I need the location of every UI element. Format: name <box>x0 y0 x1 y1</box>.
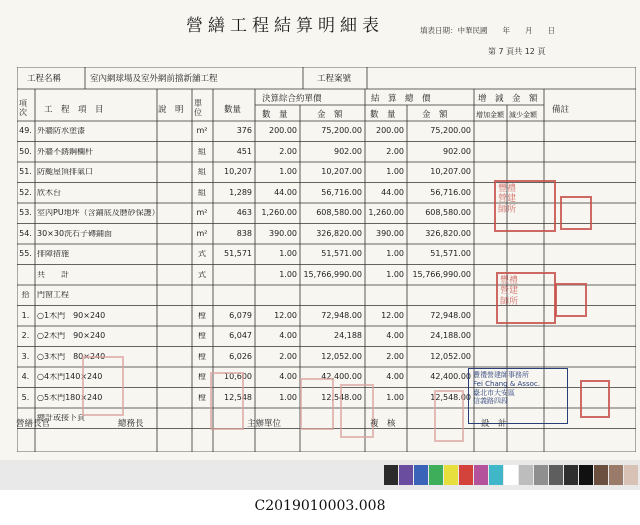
row-work-item: 30×30洗石子磚鋪面 <box>37 229 113 238</box>
row-quantity: 376 <box>236 127 252 135</box>
row-contract-qty: 4.00 <box>279 332 297 340</box>
row-work-item: ○4木門140×240 <box>37 373 103 381</box>
color-chip <box>564 465 578 485</box>
firm-name: 豐禮營建師事務所 <box>473 371 529 379</box>
row-settle-qty: 1.00 <box>386 168 404 176</box>
row-contract-amount: 12,548.00 <box>321 393 362 402</box>
color-chip <box>489 465 503 485</box>
row-quantity: 6,026 <box>229 352 252 361</box>
row-settle-amount: 56,716.00 <box>430 188 471 197</box>
date-line: 填表日期：中華民國 年 月 日 <box>420 26 555 35</box>
red-seal-stamp: 豐禮 營建 師所 <box>494 180 556 232</box>
sign-official: 營繕長官 <box>16 419 51 429</box>
row-settle-qty: 2.00 <box>386 352 404 361</box>
row-item-no: 52. <box>19 188 32 197</box>
small-red-seal <box>560 196 592 230</box>
archive-caption: C2019010003.008 <box>254 498 386 514</box>
signature-row <box>0 420 640 440</box>
row-settle-qty: 1,260.00 <box>368 209 404 217</box>
project-name: 室內網球場及室外網前擋新舖工程 <box>90 74 218 84</box>
row-quantity: 463 <box>236 209 252 217</box>
row-contract-qty: 2.00 <box>279 147 297 156</box>
project-number-label: 工程案號 <box>317 74 352 84</box>
row-unit: 式 <box>198 250 206 258</box>
row-unit: 樘 <box>198 311 206 320</box>
row-settle-qty: 200.00 <box>376 127 404 135</box>
project-name-label: 工程名稱 <box>27 74 62 84</box>
row-settle-amount: 12,548.00 <box>430 393 471 402</box>
row-settle-qty: 12.00 <box>381 311 404 320</box>
row-contract-amount: 902.00 <box>334 147 362 156</box>
col-increase: 增加金額 <box>476 111 504 119</box>
row-quantity: 1,289 <box>229 188 252 197</box>
row-quantity: 10,600 <box>224 373 252 381</box>
col-settle-group: 結 算 總 價 <box>371 94 431 104</box>
small-red-seal-2 <box>555 283 587 317</box>
color-chip <box>399 465 413 485</box>
row-settle-amount: 10,207.00 <box>430 168 471 176</box>
row-contract-qty: 2.00 <box>279 352 297 361</box>
row-work-item: ○1木門 90×240 <box>37 311 106 320</box>
color-chip <box>429 465 443 485</box>
row-work-item: 總計或接下頁 <box>37 414 85 422</box>
color-chip <box>519 465 533 485</box>
col-item-no: 項次 <box>19 99 27 117</box>
row-settle-qty: 4.00 <box>386 332 404 340</box>
sign-design: 設 計 <box>481 419 507 429</box>
row-unit: m² <box>196 229 208 238</box>
col-contract-group: 決算綜合約單價 <box>262 94 322 104</box>
color-chip <box>459 465 473 485</box>
row-settle-qty: 1.00 <box>386 270 404 279</box>
row-quantity: 6,047 <box>229 332 252 340</box>
col-remark: 備註 <box>552 105 570 115</box>
row-contract-amount: 56,716.00 <box>321 188 362 197</box>
row-contract-amount: 10,207.00 <box>321 168 362 176</box>
color-chip <box>474 465 488 485</box>
faint-seal <box>82 356 124 416</box>
page-number: 第 7 頁共 12 頁 <box>488 47 546 56</box>
row-item-no: 1. <box>21 311 30 320</box>
document-title: 營繕工程結算明細表 <box>186 16 384 36</box>
row-work-item: 防颱屋頂排氣口 <box>37 168 93 176</box>
row-contract-amount: 51,571.00 <box>321 250 362 258</box>
row-item-no: 50. <box>19 147 32 156</box>
row-quantity: 6,079 <box>229 311 252 320</box>
row-contract-qty: 1.00 <box>279 393 297 402</box>
row-settle-amount: 15,766,990.00 <box>412 270 471 279</box>
row-item-no: 55. <box>19 250 32 258</box>
row-settle-amount: 326,820.00 <box>425 229 471 238</box>
row-item-no: 51. <box>19 168 32 176</box>
row-contract-qty: 390.00 <box>269 229 297 238</box>
row-work-item: 共 計 <box>37 270 69 279</box>
row-work-item: 門窗工程 <box>37 291 69 299</box>
row-settle-amount: 51,571.00 <box>430 250 471 258</box>
row-work-item: 排障措施 <box>37 250 69 258</box>
row-item-no: 53. <box>19 209 32 217</box>
row-settle-qty: 1.00 <box>386 393 404 402</box>
row-contract-qty: 4.00 <box>279 373 297 381</box>
color-chip <box>594 465 608 485</box>
row-unit: m² <box>196 209 208 217</box>
row-item-no: 2. <box>21 332 30 340</box>
row-item-no: 5. <box>21 393 30 402</box>
row-item-no: 54. <box>19 229 32 238</box>
color-chip <box>444 465 458 485</box>
row-quantity: 838 <box>236 229 252 238</box>
row-settle-qty: 4.00 <box>386 373 404 381</box>
row-contract-qty: 12.00 <box>274 311 297 320</box>
color-chip <box>384 465 398 485</box>
col-quantity: 數量 <box>224 105 242 115</box>
col-settle-amount: 金 額 <box>422 110 448 120</box>
color-chip <box>534 465 548 485</box>
row-work-item: ○5木門180×240 <box>37 393 103 402</box>
sign-review: 複 核 <box>370 419 396 429</box>
row-unit: 組 <box>198 147 206 156</box>
row-unit: 樘 <box>198 373 206 381</box>
row-settle-qty: 2.00 <box>386 147 404 156</box>
color-chip <box>504 465 518 485</box>
color-chip <box>579 465 593 485</box>
color-chip <box>414 465 428 485</box>
row-item-no: 4. <box>21 373 30 381</box>
row-settle-amount: 608,580.00 <box>425 209 471 217</box>
row-work-item: ○2木門 90×240 <box>37 332 106 340</box>
row-contract-amount: 42,400.00 <box>321 373 362 381</box>
col-contract-amount: 金 額 <box>317 110 343 120</box>
row-work-item: 外牆防水塗漆 <box>37 127 85 135</box>
row-item-no: 拾 <box>21 291 30 299</box>
col-contract-qty: 數 量 <box>262 110 288 120</box>
row-work-item: 外牆不銹鋼欄杆 <box>37 147 93 156</box>
row-settle-qty: 1.00 <box>386 250 404 258</box>
row-settle-amount: 24,188.00 <box>430 332 471 340</box>
row-item-no: 3. <box>21 352 30 361</box>
row-unit: 組 <box>198 188 206 197</box>
color-calibration-bar <box>0 460 640 490</box>
col-description: 說 明 <box>158 105 184 115</box>
color-chip <box>609 465 623 485</box>
row-contract-amount: 608,580.00 <box>316 209 362 217</box>
row-contract-amount: 12,052.00 <box>321 352 362 361</box>
row-unit: 組 <box>198 168 206 176</box>
row-settle-qty: 44.00 <box>381 188 404 197</box>
row-settle-qty: 390.00 <box>376 229 404 238</box>
row-quantity: 451 <box>236 147 252 156</box>
row-contract-amount: 15,766,990.00 <box>303 270 362 279</box>
col-settle-qty: 數 量 <box>370 110 396 120</box>
row-settle-amount: 42,400.00 <box>430 373 471 381</box>
row-unit: 式 <box>198 270 206 279</box>
color-chip <box>549 465 563 485</box>
row-work-item: ○3木門 80×240 <box>37 352 106 361</box>
row-unit: 樘 <box>198 352 206 361</box>
row-quantity: 51,571 <box>224 250 252 258</box>
sign-general-affairs: 總務長 <box>118 419 144 429</box>
row-quantity: 10,207 <box>224 168 252 176</box>
row-settle-amount: 72,948.00 <box>430 311 471 320</box>
firm-address-2: 信義路四段 <box>473 397 508 406</box>
col-change-group: 增 減 金 額 <box>478 94 538 104</box>
firm-stamp <box>468 368 568 424</box>
row-settle-amount: 12,052.00 <box>430 352 471 361</box>
row-contract-amount: 72,948.00 <box>321 311 362 320</box>
col-decrease: 減少金額 <box>509 111 537 119</box>
col-unit: 單位 <box>194 99 202 117</box>
sign-host-unit: 主辦單位 <box>247 419 282 429</box>
row-settle-amount: 902.00 <box>443 147 471 156</box>
firm-english: Fei Chang & Assoc. <box>473 379 540 388</box>
row-item-no: 49. <box>19 127 32 135</box>
row-contract-qty: 200.00 <box>269 127 297 135</box>
row-work-item: 欣木台 <box>37 188 61 197</box>
red-seal-stamp-2: 豐禮 營建 師所 <box>496 272 556 324</box>
row-unit: 樘 <box>198 332 206 340</box>
firm-address-1: 臺北市大安區 <box>473 388 515 397</box>
col-work-item: 工 程 項 目 <box>44 105 104 115</box>
row-contract-qty: 1.00 <box>279 270 297 279</box>
row-contract-qty: 44.00 <box>274 188 297 197</box>
corner-seal <box>580 380 610 418</box>
row-work-item: 室內PU地坪（含鋪底及磨砂保護） <box>37 209 160 217</box>
row-settle-amount: 75,200.00 <box>430 127 471 135</box>
row-contract-amount: 75,200.00 <box>321 127 362 135</box>
row-contract-amount: 326,820.00 <box>316 229 362 238</box>
row-contract-qty: 1.00 <box>279 250 297 258</box>
row-contract-amount: 24,188 <box>334 332 362 340</box>
row-unit: m² <box>196 127 208 135</box>
row-unit: 樘 <box>198 393 206 402</box>
row-contract-qty: 1.00 <box>279 168 297 176</box>
color-chip <box>624 465 638 485</box>
row-quantity: 12,548 <box>224 393 252 402</box>
row-contract-qty: 1,260.00 <box>261 209 297 217</box>
